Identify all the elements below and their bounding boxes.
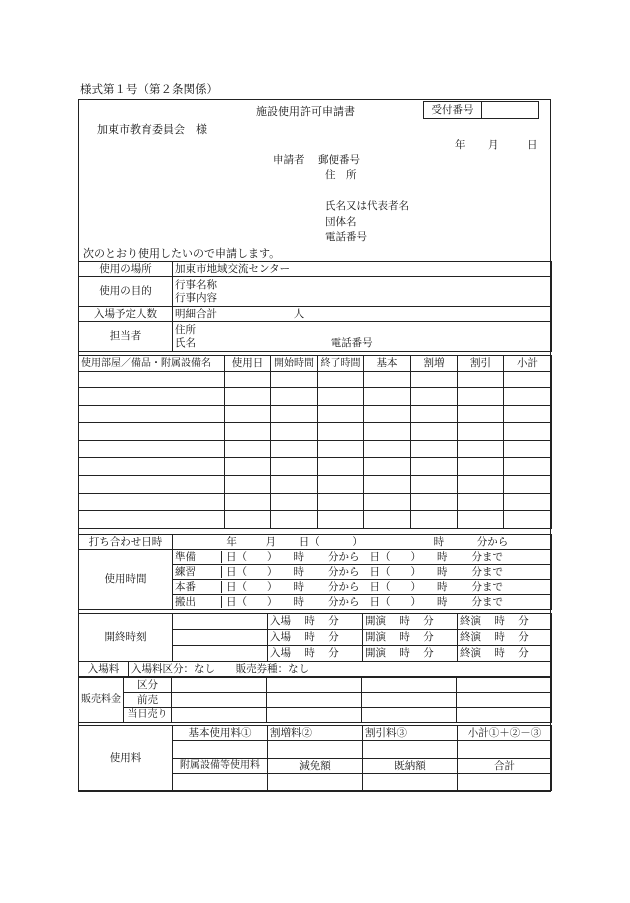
form-title: 施設使用許可申請書 (256, 105, 355, 118)
from-label: 分から (328, 550, 360, 563)
meeting-table (78, 534, 552, 550)
hour-label: 時 (304, 631, 315, 644)
day-open: 日（ (226, 580, 247, 593)
usage-cell[interactable] (225, 493, 271, 511)
usage-cell[interactable] (504, 423, 552, 441)
end-time[interactable] (458, 614, 552, 630)
minute-label: 分 (423, 631, 434, 644)
meeting-datetime-field[interactable] (173, 535, 552, 550)
usage-cell[interactable] (411, 475, 458, 493)
entry-label: 入場 (270, 615, 291, 628)
admission-field (129, 662, 552, 677)
fee-subtotal-label: 小計①＋②－③ (458, 726, 552, 741)
usage-cell[interactable] (271, 511, 318, 529)
meeting-label: 打ち合わせ日時 (79, 535, 173, 550)
usage-cell[interactable] (271, 440, 318, 458)
usage-cell[interactable] (225, 423, 271, 441)
usage-cell[interactable] (79, 493, 225, 511)
sales-cell[interactable] (457, 708, 552, 723)
admission-table (78, 661, 552, 677)
col-basic: 基本 (364, 356, 411, 372)
surcharge-fee-label: 割増料② (268, 726, 363, 741)
until-label: 分まで (471, 580, 503, 593)
open-label: 開演 (365, 631, 386, 644)
total-field[interactable] (458, 774, 552, 791)
entry-label: 入場 (270, 631, 291, 644)
hour-label: 時 (293, 595, 304, 608)
day-close: ） (267, 580, 278, 593)
hour-label: 時 (399, 615, 410, 628)
usage-cell[interactable] (271, 475, 318, 493)
day-open: 日（ (226, 550, 247, 563)
minute-label: 分 (423, 647, 434, 660)
col-date: 使用日 (225, 356, 271, 372)
hour-label: 時 (399, 647, 410, 660)
entry-label: 入場 (270, 647, 291, 660)
reduction-field[interactable] (268, 774, 363, 791)
attendance-field[interactable] (173, 307, 552, 322)
usage-cell[interactable] (504, 405, 552, 423)
reduction-label: 減免額 (268, 759, 363, 774)
open-close-blank[interactable] (173, 614, 268, 630)
basic-fee-field[interactable] (173, 741, 268, 759)
usage-cell[interactable] (271, 458, 318, 476)
from-label: 分から (328, 565, 360, 578)
usage-cell[interactable] (318, 475, 364, 493)
addressee: 加東市教育委員会 様 (97, 123, 207, 136)
ticket-types: 販売券種：なし (235, 662, 310, 675)
discount-fee-label: 割引料③ (363, 726, 458, 741)
usage-cell[interactable] (79, 405, 225, 423)
usage-cell[interactable] (318, 440, 364, 458)
receipt-label: 受付番号 (424, 102, 482, 118)
fee-table (78, 725, 552, 791)
hour-label: 時 (399, 631, 410, 644)
hour-label: 時 (304, 647, 315, 660)
minute-label: 分 (328, 631, 339, 644)
end-label: 終演 (460, 647, 481, 660)
paid-amount-field[interactable] (363, 774, 458, 791)
usage-row (79, 372, 552, 388)
sales-door-label: 当日売り (124, 708, 172, 723)
hour-label: 時 (304, 615, 315, 628)
usage-phase-label: 準備 (173, 551, 222, 563)
col-start: 開始時間 (271, 356, 318, 372)
usage-row (79, 458, 552, 476)
usage-cell[interactable] (504, 440, 552, 458)
open-time[interactable] (363, 630, 458, 646)
place-value: 加東市地域交流センター (173, 262, 552, 277)
day-close: ） (410, 595, 421, 608)
col-room: 使用部屋／備品・附属設備名 (79, 356, 225, 372)
meeting-hour: 時 (433, 535, 445, 548)
sales-table (78, 677, 552, 723)
usage-cell[interactable] (364, 405, 411, 423)
entry-time[interactable] (268, 614, 363, 630)
usage-cell[interactable] (411, 372, 458, 388)
sales-cell[interactable] (267, 708, 362, 723)
usage-cell[interactable] (271, 405, 318, 423)
usage-cell[interactable] (364, 458, 411, 476)
usage-cell[interactable] (225, 458, 271, 476)
contact-phone-label: 電話番号 (330, 336, 373, 349)
usage-cell[interactable] (411, 423, 458, 441)
usage-cell[interactable] (225, 372, 271, 388)
day-open: 日（ (369, 595, 391, 608)
fee-label: 使用料 (79, 726, 173, 791)
usage-cell[interactable] (458, 372, 504, 388)
hour-label: 時 (293, 550, 304, 563)
hour-label: 時 (494, 631, 505, 644)
day-close: ） (267, 595, 278, 608)
usage-cell[interactable] (364, 475, 411, 493)
usage-cell[interactable] (458, 440, 504, 458)
usage-cell[interactable] (458, 388, 504, 406)
usage-cell[interactable] (411, 405, 458, 423)
usage-row (79, 405, 552, 423)
usage-cell[interactable] (411, 511, 458, 529)
usage-phase-label: 練習 (173, 566, 222, 578)
meeting-minute-from: 分から (476, 535, 509, 548)
purpose-label: 使用の目的 (79, 277, 173, 307)
day-open: 日（ (369, 565, 391, 578)
open-close-label: 開終時刻 (79, 614, 173, 662)
usage-cell[interactable] (318, 493, 364, 511)
contact-address-label: 住所 (175, 324, 196, 337)
usage-row (79, 511, 552, 529)
hour-label: 時 (494, 615, 505, 628)
usage-cell[interactable] (364, 511, 411, 529)
usage-cell[interactable] (458, 405, 504, 423)
usage-cell[interactable] (318, 511, 364, 529)
usage-cell[interactable] (271, 423, 318, 441)
from-label: 分から (328, 580, 360, 593)
postal-code-label: 郵便番号 (318, 154, 360, 166)
until-label: 分まで (471, 565, 503, 578)
usage-time-label: 使用時間 (79, 550, 173, 610)
usage-row (79, 440, 552, 458)
minute-label: 分 (423, 615, 434, 628)
day-close: ） (267, 565, 278, 578)
intro-text: 次のとおり使用したいので申請します。 (83, 247, 281, 260)
usage-row (79, 423, 552, 441)
usage-cell[interactable] (79, 440, 225, 458)
usage-cell[interactable] (411, 440, 458, 458)
meeting-day-close: ） (352, 535, 363, 548)
group-name-label: 団体名 (325, 216, 357, 228)
usage-cell[interactable] (271, 388, 318, 406)
until-label: 分まで (471, 595, 503, 608)
until-label: 分まで (471, 550, 503, 563)
usage-phase-label: 搬出 (173, 596, 222, 608)
sales-cell[interactable] (362, 678, 457, 693)
end-label: 終演 (460, 615, 481, 628)
usage-cell[interactable] (458, 511, 504, 529)
address-label: 住 所 (325, 169, 357, 181)
place-label: 使用の場所 (79, 262, 173, 277)
usage-cell[interactable] (79, 388, 225, 406)
fee-subtotal-field[interactable] (458, 741, 552, 759)
col-subtotal: 小計 (504, 356, 552, 372)
sales-cell[interactable] (457, 693, 552, 708)
phone-number-label: 電話番号 (325, 231, 367, 243)
end-time[interactable] (458, 646, 552, 662)
minute-label: 分 (518, 647, 529, 660)
sales-cell[interactable] (362, 693, 457, 708)
usage-cell[interactable] (225, 405, 271, 423)
basic-fee-label: 基本使用料① (173, 726, 268, 741)
meeting-day-open: 日（ (298, 535, 320, 548)
usage-cell[interactable] (504, 372, 552, 388)
discount-fee-field[interactable] (363, 741, 458, 759)
usage-cell[interactable] (225, 511, 271, 529)
paid-amount-label: 既納額 (363, 759, 458, 774)
usage-cell[interactable] (271, 372, 318, 388)
usage-header-row (79, 356, 552, 372)
col-surcharge: 割増 (411, 356, 458, 372)
attendance-detail-label: 明細合計 (175, 307, 217, 320)
usage-cell[interactable] (504, 493, 552, 511)
sales-cell[interactable] (457, 678, 552, 693)
day-close: ） (410, 580, 421, 593)
contact-name-label: 氏名 (175, 336, 196, 349)
surcharge-fee-field[interactable] (268, 741, 363, 759)
sales-cell[interactable] (267, 678, 362, 693)
sales-cell[interactable] (362, 708, 457, 723)
usage-cell[interactable] (364, 423, 411, 441)
hour-label: 時 (437, 550, 448, 563)
day-open: 日（ (369, 550, 391, 563)
usage-cell[interactable] (271, 493, 318, 511)
sales-cell[interactable] (267, 693, 362, 708)
receipt-number-field[interactable] (482, 102, 538, 118)
col-discount: 割引 (458, 356, 504, 372)
usage-cell[interactable] (318, 423, 364, 441)
admission-category: 入場料区分：なし (131, 662, 215, 675)
usage-cell[interactable] (458, 423, 504, 441)
equipment-fee-field[interactable] (173, 774, 268, 791)
usage-cell[interactable] (364, 440, 411, 458)
from-label: 分から (328, 595, 360, 608)
sales-cell[interactable] (172, 693, 267, 708)
usage-cell[interactable] (79, 458, 225, 476)
applicant-label: 申請者 (273, 154, 305, 166)
usage-cell[interactable] (79, 423, 225, 441)
date-month: 月 (488, 139, 499, 151)
usage-cell[interactable] (79, 475, 225, 493)
usage-cell[interactable] (364, 388, 411, 406)
entry-time[interactable] (268, 646, 363, 662)
meeting-year: 年 (226, 535, 237, 548)
usage-cell[interactable] (504, 388, 552, 406)
hour-label: 時 (293, 580, 304, 593)
open-time[interactable] (363, 614, 458, 630)
representative-name-label: 氏名又は代表者名 (325, 200, 409, 212)
purpose-field[interactable] (173, 277, 552, 307)
attendance-label: 入場予定人数 (79, 307, 173, 322)
day-open: 日（ (226, 595, 247, 608)
usage-cell[interactable] (79, 511, 225, 529)
usage-time-row[interactable] (173, 565, 552, 580)
usage-cell[interactable] (411, 493, 458, 511)
day-close: ） (267, 550, 278, 563)
usage-cell[interactable] (225, 475, 271, 493)
usage-cell[interactable] (504, 475, 552, 493)
usage-cell[interactable] (504, 458, 552, 476)
usage-time-row[interactable] (173, 595, 552, 610)
admission-label: 入場料 (79, 662, 129, 677)
minute-label: 分 (518, 631, 529, 644)
usage-row (79, 493, 552, 511)
form-number: 様式第１号（第２条関係） (80, 82, 218, 96)
usage-cell[interactable] (411, 388, 458, 406)
usage-cell[interactable] (318, 405, 364, 423)
entry-time[interactable] (268, 630, 363, 646)
usage-cell[interactable] (225, 440, 271, 458)
hour-label: 時 (437, 565, 448, 578)
usage-cell[interactable] (364, 372, 411, 388)
sales-cell[interactable] (172, 708, 267, 723)
minute-label: 分 (328, 615, 339, 628)
usage-row (79, 475, 552, 493)
usage-cell[interactable] (504, 511, 552, 529)
usage-time-row[interactable] (173, 550, 552, 565)
usage-time-table (78, 549, 552, 610)
usage-cell[interactable] (458, 493, 504, 511)
total-label: 合計 (458, 759, 552, 774)
end-label: 終演 (460, 631, 481, 644)
usage-table (78, 355, 552, 529)
usage-cell[interactable] (364, 493, 411, 511)
sales-cell[interactable] (172, 678, 267, 693)
hour-label: 時 (437, 580, 448, 593)
open-close-table (78, 613, 552, 662)
open-label: 開演 (365, 647, 386, 660)
usage-cell[interactable] (318, 388, 364, 406)
usage-cell[interactable] (225, 388, 271, 406)
col-end: 終了時間 (318, 356, 364, 372)
usage-time-row[interactable] (173, 580, 552, 595)
hour-label: 時 (293, 565, 304, 578)
date-year: 年 (455, 139, 466, 151)
open-label: 開演 (365, 615, 386, 628)
day-close: ） (410, 565, 421, 578)
receipt-box (423, 101, 539, 119)
equipment-fee-label: 附属設備等使用料 (173, 759, 268, 774)
end-time[interactable] (458, 630, 552, 646)
day-open: 日（ (369, 580, 391, 593)
minute-label: 分 (518, 615, 529, 628)
attendance-unit: 人 (293, 307, 305, 320)
usage-cell[interactable] (458, 458, 504, 476)
usage-cell[interactable] (79, 372, 225, 388)
contact-field[interactable] (173, 322, 552, 352)
date-day: 日 (527, 139, 538, 151)
open-close-blank[interactable] (173, 646, 268, 662)
sales-label: 販売料金 (79, 678, 124, 723)
sales-advance-label: 前売 (124, 693, 172, 708)
usage-phase-label: 本番 (173, 581, 222, 593)
meeting-month: 月 (265, 535, 277, 548)
hour-label: 時 (494, 647, 505, 660)
open-time[interactable] (363, 646, 458, 662)
usage-cell[interactable] (318, 372, 364, 388)
event-content-label: 行事内容 (175, 291, 217, 304)
minute-label: 分 (328, 647, 339, 660)
hour-label: 時 (437, 595, 448, 608)
usage-row (79, 388, 552, 406)
event-name-label: 行事名称 (175, 279, 217, 292)
open-close-blank[interactable] (173, 630, 268, 646)
day-open: 日（ (226, 565, 247, 578)
contact-label: 担当者 (79, 322, 173, 352)
usage-cell[interactable] (411, 458, 458, 476)
usage-cell[interactable] (458, 475, 504, 493)
sales-category-label: 区分 (124, 678, 172, 693)
usage-cell[interactable] (318, 458, 364, 476)
info-table (78, 261, 552, 352)
day-close: ） (410, 550, 421, 563)
